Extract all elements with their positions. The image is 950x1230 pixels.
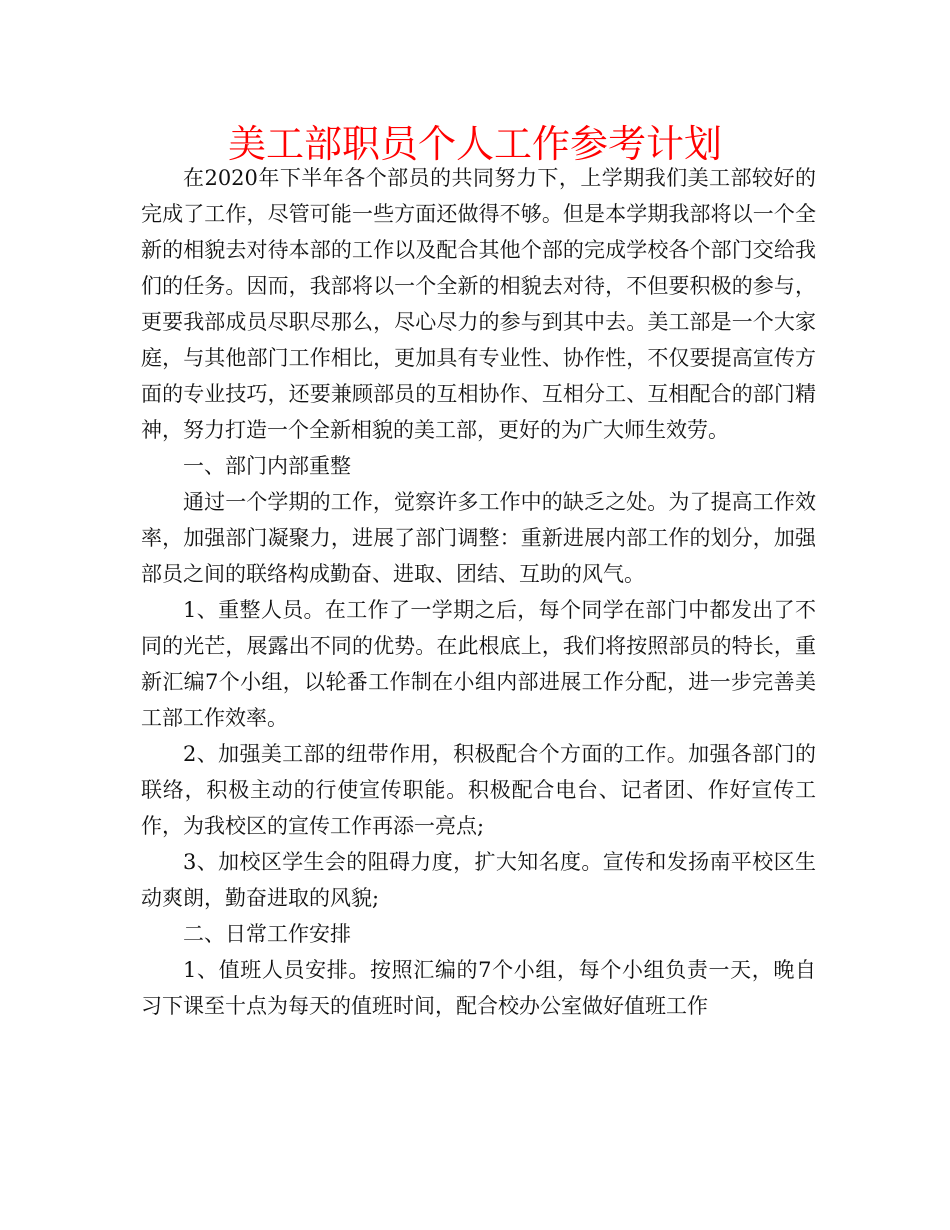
paragraph-section-1-intro: 通过一个学期的工作，觉察许多工作中的缺乏之处。为了提高工作效率，加强部门凝聚力，进展了部门调整：重新进展内部工作的划分，加强部员之间的联络构成勤奋、进取、团结、互助的风气。 [141,490,816,586]
paragraph-item-2: 2、加强美工部的纽带作用，积极配合个方面的工作。加强各部门的联络，积极主动的行使宣传职能。积极配合电台、记者团、作好宣传工作，为我校区的宣传工作再添一亮点; [141,742,816,838]
paragraph-item-1: 1、重整人员。在工作了一学期之后，每个同学在部门中都发出了不同的光芒，展露出不同的优势。在此根底上，我们将按照部员的特长，重新汇编7个小组，以轮番工作制在小组内部进展工作分配，进一步完善美工部工作效率。 [141,598,816,730]
document-body [141,160,816,1024]
heading-section-1: 一、部门内部重整 [183,454,351,478]
paragraph-intro: 在2020年下半年各个部员的共同努力下，上学期我们美工部较好的完成了工作，尽管可能一些方面还做得不够。但是本学期我部将以一个全新的相貌去对待本部的工作以及配合其他个部的完成学校各个部门交给我们的任务。因而，我部将以一个全新的相貌去对待，不但要积极的参与，更要我部成员尽职尽那么，尽心尽力的参与到其中去。美工部是一个大家庭，与其他部门工作相比，更加具有专业性、协作性，不仅要提高宣传方面的专业技巧，还要兼顾部员的互相协作、互相分工、互相配合的部门精神，努力打造一个全新相貌的美工部，更好的为广大师生效劳。 [141,166,816,442]
document-title: 美工部职员个人工作参考计划 [227,122,722,166]
paragraph-item-3: 3、加校区学生会的阻碍力度，扩大知名度。宣传和发扬南平校区生动爽朗，勤奋进取的风貌; [141,850,816,910]
heading-section-2: 二、日常工作安排 [183,922,351,946]
paragraph-duty-schedule: 1、值班人员安排。按照汇编的7个小组，每个小组负责一天，晚自习下课至十点为每天的值班时间，配合校办公室做好值班工作 [141,958,816,1018]
